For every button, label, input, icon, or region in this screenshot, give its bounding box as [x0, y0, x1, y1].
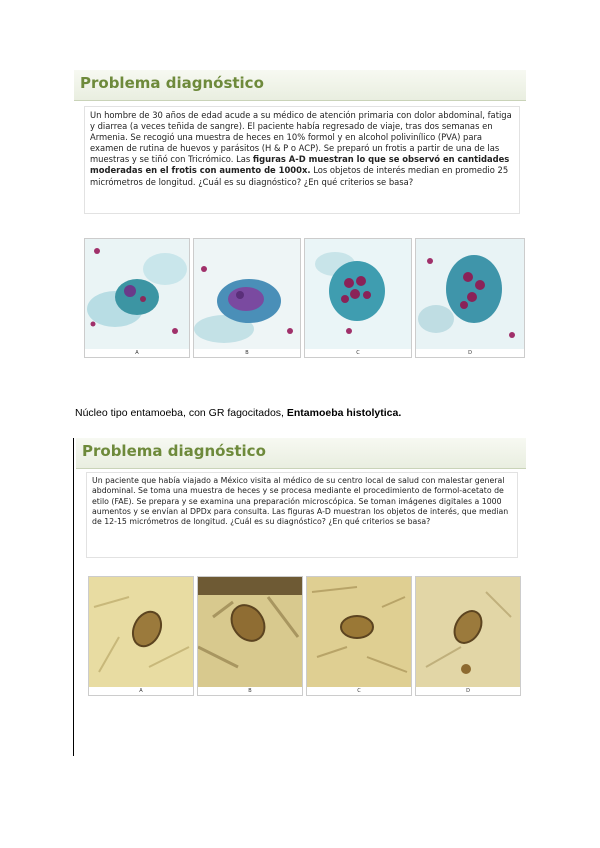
problem1-panel-a: [84, 238, 190, 358]
answer1-bold: Entamoeba histolytica.: [286, 407, 402, 419]
egg-image-a: [89, 577, 193, 687]
problem2-text-box: [86, 472, 518, 558]
answer1-text: Núcleo tipo entamoeba, con GR fagocitados,: [75, 407, 287, 419]
trophozoite-image-a: [85, 239, 189, 349]
problem2-panel-label-d: D: [416, 687, 520, 695]
problem2-panel-b: [197, 576, 303, 696]
problem1-section: [74, 70, 526, 360]
problem1-title: Problema diagnóstico: [80, 74, 264, 92]
problem2-text: Un paciente que había viajado a México visita al médico de su centro local de salud con malestar general abdominal. Se toma una muestra de heces y se procesa mediante el procedimiento de formol-acetato de etilo (FAE). Se prepara y se examina una preparación microscópica. Se toman imágenes digitales a 1000 aumentos y se envían al DPDx para consulta. Las figuras A-D muestran los objetos de interés, que median de 12-15 micrómetros de longitud. ¿Cuál es su diagnóstico? ¿En qué criterios se basa?: [92, 476, 509, 527]
answer1: [75, 407, 401, 419]
margin-line: [73, 438, 74, 756]
egg-image-c: [307, 577, 411, 687]
problem1-panel-d: [415, 238, 525, 358]
problem2-panel-label-b: B: [198, 687, 302, 695]
egg-image-d: [416, 577, 520, 687]
problem2-panel-c: [306, 576, 412, 696]
problem1-text-bold: figuras A-D muestran lo que se observó en cantidades moderadas en el frotis con aumento de 1000x.: [90, 154, 510, 176]
problem1-text: Un hombre de 30 años de edad acude a su médico de atención primaria con dolor abdominal, fatiga y diarrea (a veces teñida de sangre). El paciente había regresado de viaje, tras dos semanas en Armenia. Se recogió una muestra de heces en 10% formol y en alcohol polivinílico (PVA) para examen de rutina de huevos y parásitos (H & P o ACP). Se preparó un frotis a partir de una de las muestras y se tiñó con Tricrómico. Las: [90, 110, 512, 165]
problem1-text-box: [84, 106, 520, 214]
egg-image-b: [198, 577, 302, 687]
problem2-image-strip: [88, 576, 521, 696]
problem2-panel-d: [415, 576, 521, 696]
problem2-panel-label-a: A: [89, 687, 193, 695]
problem2-panel-label-c: C: [307, 687, 411, 695]
problem2-panel-a: [88, 576, 194, 696]
problem1-text-end: Los objetos de interés median en promedio 25 micrómetros de longitud. ¿Cuál es su diagnóstico? ¿En qué criterios se basa?: [90, 165, 509, 187]
problem2-section: [76, 438, 526, 704]
problem1-header: [74, 70, 526, 101]
problem1-panel-label-c: C: [305, 349, 411, 357]
problem1-panel-c: [304, 238, 412, 358]
trophozoite-image-b: [194, 239, 300, 349]
trophozoite-image-d: [416, 239, 524, 349]
problem1-panel-b: [193, 238, 301, 358]
problem2-header: [76, 438, 526, 469]
problem1-panel-label-d: D: [416, 349, 524, 357]
problem1-image-strip: [84, 238, 525, 358]
problem1-panel-label-a: A: [85, 349, 189, 357]
problem2-title: Problema diagnóstico: [82, 442, 266, 460]
trophozoite-image-c: [305, 239, 411, 349]
problem1-panel-label-b: B: [194, 349, 300, 357]
